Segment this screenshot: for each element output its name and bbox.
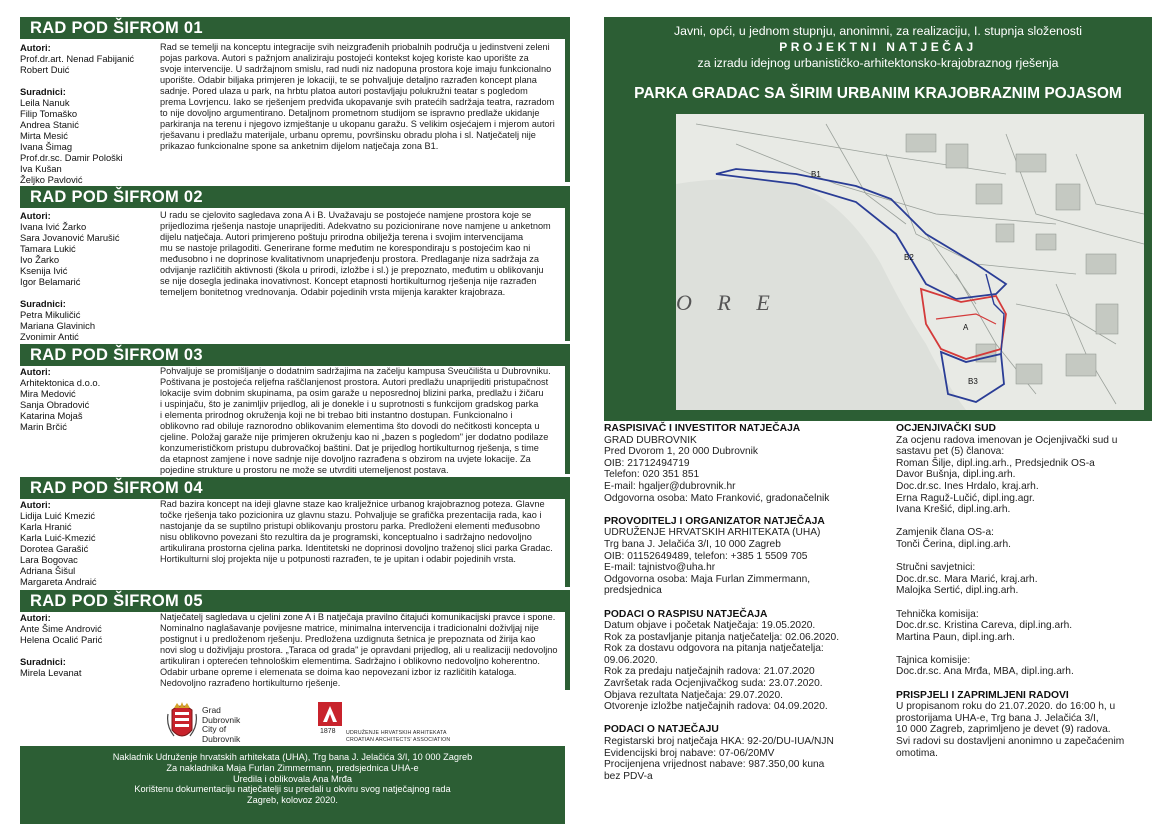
dubrovnik-coat-of-arms-logo [166,700,198,744]
spacer [896,597,1156,609]
spacer [896,516,1156,528]
section-divider [565,17,570,182]
info-line: Zamjenik člana OS-a: [896,527,994,539]
description-line: oblikovno rad obiluje raznorodno oblikovanim elementima što dovodi do nečitkosti koncepta u [160,421,540,432]
person-name: Karla Hranić [20,521,72,532]
description-line: Natječatelj sagledava u cjelini zone A i B natječaja pravilno čitajući komunikacijski pravce i spone. [160,612,556,622]
description-line: prijedlozima rješenja nastoje unaprijediti. Adekvatno su pozicionirane nove namjene u anketnom [160,221,551,232]
person-name: Petra Mikuličić [20,309,81,320]
description-line: nisu oblikovno povezani što rezultira da je programski, konceptualno i sadržajno nedovoljno [160,532,532,543]
person-name: Marin Brčić [20,421,67,432]
description-line: svoje intervencije. U sadržajnom smislu, rad nudi niz nadopuna prostora koje imaju funkcionalno [160,64,552,75]
description-line: novi slog u doživljaju prostora. „Taraca od grada" je opravdani prijedlog, ali u realizaciji nedovoljno [160,645,558,656]
info-line: Rok za dostavu odgovora na pitanja natječatelja: [604,643,824,655]
description-line: pojedine strukture u prostoru ne može se utvrditi utemeljenost postava. [160,465,449,476]
description-line: Rad bazira koncept na ideji glavne staze kao kralježnice urbanog krajobraznog poteza. Glavne [160,499,545,509]
dubrovnik-logo-text: Grad Dubrovnik City of Dubrovnik [202,705,241,744]
section-divider [565,477,570,587]
description-line: Rad se temelji na konceptu integracije svih neizgrađenih priobalnih područja u jedinstveni zeleni [160,42,550,52]
spacer [896,643,1156,655]
spacer [604,713,894,725]
info-line: Malojka Sertić, dipl.ing.arh. [896,585,1019,597]
person-name: Leila Nanuk [20,97,70,108]
description-line: konzumerističkom pristupu dubrovačkoj baštini. Dat je prijedlog hortikulturnog rješenja, s time [160,443,539,454]
person-name: Tamara Lukić [20,243,76,254]
info-heading: PRISPJELI I ZAPRIMLJENI RADOVI [896,689,1069,701]
info-line: Rok za postavljanje pitanja natječatelja: 02.06.2020. [604,631,840,643]
person-name: Iva Kušan [20,163,62,174]
person-name: Zvonimir Antić [20,331,79,342]
person-name: Dorotea Garašić [20,543,89,554]
person-name: Željko Pavlović [20,174,83,185]
info-line: E-mail: hgaljer@dubrovnik.hr [604,480,736,492]
description-line: Pohvaljuje se promišljanje o dodatnim sadržajima na začelju kampusa Sveučilišta u Dubrovniku. [160,366,551,376]
person-name: Margareta Andraić [20,576,97,587]
person-name: Mirela Levanat [20,667,82,678]
person-name: Sanja Obradović [20,399,90,410]
description-line: to nije dovoljno argumentirano. Detaljnom prometnom studijom se ispravno predlaže ukidanje [160,108,540,119]
section-05-names [20,612,160,678]
site-map [676,114,1144,410]
competition-title: PARKA GRADAC SA ŠIRIM URBANIM KRAJOBRAZNIM POJASOM [634,85,1122,102]
info-line: Datum objave i početak Natječaja: 19.05.2020. [604,620,816,632]
info-line: Otvorenje izložbe natječajnih radova: 04.09.2020. [604,701,828,713]
description-line: U radu se cjelovito sagledava zona A i B. Uvažavaju se postojeće namjene prostora koje se [160,210,532,220]
role-label: Suradnici: [20,86,66,97]
section-03-names [20,366,160,432]
description-line: pojas parkova. Autori s pažnjom analiziraju postojeći kontekst kojeg koriste kao uporište za [160,53,529,64]
person-name: Prof.dr.art. Nenad Fabijanić [20,53,135,64]
description-line: artikulirana prostorna cjelina parka. Identitetski ne doprinosi dovoljno traženoj slici parka Gradac. [160,543,553,554]
description-line: dijelu natječaja. Autori primjereno poštuju prirodna obilježja terena i svojim intervencijama [160,232,524,243]
person-name: Arhitektonica d.o.o. [20,377,101,388]
info-line: predsjednica [604,585,662,597]
section-04-names [20,499,160,587]
person-name: Sara Jovanović Marušić [20,232,120,243]
spacer [20,645,160,656]
role-label: Autori: [20,612,51,623]
role-label: Autori: [20,499,51,510]
spacer [604,597,894,609]
role-label: Suradnici: [20,656,66,667]
description-line: se nije dosegla jedinaka inovativnost. Koncept etapnosti hortikulturnog rješenja nije razrađen [160,276,537,287]
info-line: E-mail: tajnistvo@uha.hr [604,562,716,574]
person-name: Katarina Mojaš [20,410,83,421]
colophon-footer: Nakladnik Udruženje hrvatskih arhitekata (UHA), Trg bana J. Jelačića 3/I, 10 000 Zagreb Za nakladnika Maja Furlan Zimmermann, predsjednica UHA-e Uredila i oblikovala Ana Mrđa Korištenu dokumentaciju natječatelji su predali u okviru svog natječajnog rada Zagreb, kolovoz 2020. [20,746,565,824]
info-line: Registarski broj natječaja HKA: 92-20/DU-IUA/NJN [604,736,834,748]
info-line: Tajnica komisije: [896,654,971,666]
person-name: Filip Tomaško [20,108,78,119]
person-name: Andrea Stanić [20,119,79,130]
info-line: Tonči Čerina, dipl.ing.arh. [896,538,1011,550]
description-line: temeljem bonitetnog vrednovanja. Odabir pojedinih vrsta mijenja karakter krajobraza. [160,287,506,298]
person-name: Prof.dr.sc. Damir Pološki [20,152,123,163]
section-divider [565,590,570,690]
person-name: Ivo Žarko [20,254,60,265]
info-line: UDRUŽENJE HRVATSKIH ARHITEKATA (UHA) [604,527,821,539]
description-line: rješavanu i predlažu materijale, urbanu opremu, površinsku obradu ploha i sl. Natječatelj nije [160,130,536,141]
person-name: Karla Luić-Kmezić [20,532,96,543]
info-line: 10 000 Zagreb, zaprimljeno je devet (9) radova. [896,724,1111,736]
info-line: Stručni savjetnici: [896,562,976,574]
info-line: Tehnička komisija: [896,608,979,620]
map-label-a: A [963,323,969,332]
person-name: Adriana Šišul [20,565,76,576]
info-line: Doc.dr.sc. Ines Hrdalo, kraj.arh. [896,480,1039,492]
info-line: Doc.dr.sc. Mara Marić, kraj.arh. [896,573,1038,585]
info-line: Telefon: 020 351 851 [604,469,700,481]
info-line: Odgovorna osoba: Mato Franković, gradonačelnik [604,492,830,504]
section-04-description [160,499,565,565]
info-line: Odgovorna osoba: Maja Furlan Zimmermann, [604,573,811,585]
section-01-header: RAD POD ŠIFROM 01 [20,17,565,39]
competition-type: Javni, opći, u jednom stupnju, anonimni, za realizaciju, I. stupnja složenosti [673,24,1083,38]
map-label-b2: B2 [904,253,914,262]
info-line: Evidencijski broj nabave: 07-06/20MV [604,747,775,759]
person-name: Robert Duić [20,64,70,75]
uha-logo-year: 1878 [320,728,336,735]
section-01-names [20,42,160,185]
person-name: Ante Šime Andrović [20,623,102,634]
person-name: Ivana Ivić Žarko [20,221,87,232]
person-name: Lara Bogovac [20,554,78,565]
info-line: OIB: 21712494719 [604,457,690,469]
person-name: Lidija Luić Kmezić [20,510,96,521]
person-name: Mariana Glavinich [20,320,96,331]
description-line: Odabir urbane opreme i elemenata se doima kao nepovezani izbor iz različitih kataloga. [160,667,517,678]
description-line: točke rješenja tako pozicionira uz glavnu stazu. Pohvaljuje se grafička prezentacija rada, kao i [160,510,542,521]
person-name: Mirta Mesić [20,130,68,141]
description-line: parkiranja na terenu i njegovo izmještanje u ukopanu garažu. S velikim osjećajem i mjerom autori [160,119,555,130]
section-03-header: RAD POD ŠIFROM 03 [20,344,565,366]
competition-subject: za izradu idejnog urbanističko-arhitektonsko-krajobraznog rješenja [697,56,1059,70]
info-line: Procijenjena vrijednost nabave: 987.350,00 kuna [604,759,825,771]
site-map-drawing [676,114,1144,410]
description-line: međusobno i ne doprinose kvalitativnom unaprjeđenju prostora. Predlaganje niza sadržaja za [160,254,539,265]
person-name: Igor Belamarić [20,276,81,287]
section-03-description [160,366,565,476]
description-line: lokacije svim dobnim skupinama, pa osim garaže u neposrednoj blizini parka, predlažu i žičaru [160,388,544,399]
description-line: mu se nastoje prilagoditi. Generirane forme međutim ne korespondiraju s postojećim kao ni [160,243,531,254]
description-line: Poštivana je postojeća reljefna raščlanjenost prostora. Autori predlažu unaprijediti pristupačnost [160,377,549,388]
competition-label: PROJEKTNI NATJEČAJ [779,40,977,54]
section-01-description [160,42,565,152]
info-line: Martina Paun, dipl.ing.arh. [896,631,1015,643]
description-line: da etapnost zamjene i nove sadnje nije dovoljno razrađena s obzirom na uvjete lokacije. Za [160,454,531,465]
description-line: prikazao funkcionalne spone sa anketnim dijelom natječaja zona B1. [160,141,439,152]
section-02-names [20,210,160,342]
spacer [604,504,894,516]
info-heading: PROVODITELJ I ORGANIZATOR NATJEČAJA [604,515,825,527]
info-line: Za ocjenu radova imenovan je Ocjenjivački sud u [896,434,1118,446]
info-line: Davor Bušnja, dipl.ing.arh. [896,469,1016,481]
left-column [0,0,570,827]
info-line: Pred Dvorom 1, 20 000 Dubrovnik [604,446,759,458]
section-02-description [160,210,565,298]
spacer [896,678,1156,690]
uha-logo [318,702,342,726]
description-line: Hortikulturni sloj projekta nije u potpunosti razrađen, te je upitan i odabir pojedinih vrsta. [160,554,516,565]
info-line: Doc.dr.sc. Kristina Careva, dipl.ing.arh. [896,620,1073,632]
info-line: Svi radovi su dostavljeni anonimno u zapečaćenim [896,736,1125,748]
uha-logo-text: UDRUŽENJE HRVATSKIH ARHITEKATA CROATIAN ARCHITECTS' ASSOCIATION [346,730,451,743]
role-label: Autori: [20,366,51,377]
info-line: Erna Raguž-Lučić, dipl.ing.agr. [896,492,1035,504]
description-line: cjeline. Položaj garaže nije primjeren okruženju kao ni „bazen s pogledom" jer dodatno podilaze [160,432,549,443]
description-line: prema Lovrjencu. Iako se rješenjem predviđa ukopavanje svih pratećih sadržaja teatra, razradom [160,97,555,108]
description-line: odvijanje različitih aktivnosti (škola u prirodi, izložbe i sl.) je prepoznato, međutim u oblikovanju [160,265,544,276]
info-line: Objava rezultata Natječaja: 29.07.2020. [604,689,783,701]
role-label: Suradnici: [20,298,66,309]
info-heading: PODACI O RASPISU NATJEČAJA [604,608,768,620]
map-label-b1: B1 [811,170,821,179]
person-name: Ksenija Ivić [20,265,68,276]
info-column-2 [896,423,1156,759]
info-column-1 [604,423,894,782]
role-label: Autori: [20,210,51,221]
info-line: 09.06.2020. [604,654,658,666]
info-line: Doc.dr.sc. Ana Mrđa, MBA, dipl.ing.arh. [896,666,1074,678]
description-line: postignut i u predloženom rješenju. Predložena uzdignuta šetnica je prepoznata od žirija kao [160,634,536,645]
description-line: Nominalno naglašavanje povijesne matrice, minimalna intervencija i tradicionalni doživljaj nije [160,623,539,634]
info-line: U propisanom roku do 21.07.2020. do 16:00 h, u [896,701,1116,713]
description-line: sadnje. Pored ulaza u park, na hrbtu platoa autori postavljaju polukružni teatar s pogledom [160,86,528,97]
role-label: Autori: [20,42,51,53]
description-line: i uspinjaču, što je zanimljiv prijedlog, ali je donekle i u suprotnosti s funkcijom gradskog parka [160,399,539,410]
spacer [20,287,160,298]
description-line: i elementa prirodnog okruženja koji ne bi trebao biti instantno dostupan. Funkcionalno i [160,410,513,421]
section-divider [565,344,570,474]
info-line: Trg bana J. Jelačića 3/I, 10 000 Zagreb [604,538,781,550]
info-line: omotima. [896,747,938,759]
section-05-header: RAD POD ŠIFROM 05 [20,590,565,612]
info-line: Ivana Krešić, dipl.ing.arh. [896,504,1011,516]
section-02-header: RAD POD ŠIFROM 02 [20,186,565,208]
description-line: uporište. Odabir biljaka primjeren je lokaciji, te se pohvaljuje detaljno razrađen koncept plana [160,75,537,86]
description-line: artikuliran i opterećen tehnološkim elementima. Sadržajno i oblikovno nedovoljno koherentno. [160,656,540,667]
person-name: Helena Ocalić Parić [20,634,103,645]
section-05-description [160,612,565,689]
map-label-b3: B3 [968,377,978,386]
section-04-header: RAD POD ŠIFROM 04 [20,477,565,499]
section-divider [565,186,570,341]
info-line: Završetak rada Ocjenjivačkog suda: 23.07.2020. [604,678,823,690]
info-line: prostorijama UHA-e, Trg bana J. Jelačića 3/I, [896,712,1099,724]
info-line: sastavu pet (5) članova: [896,446,1005,458]
spacer [20,75,160,86]
info-line: bez PDV-a [604,770,653,782]
info-heading: RASPISIVAČ I INVESTITOR NATJEČAJA [604,423,801,434]
spacer [896,551,1156,563]
person-name: Mira Medović [20,388,76,399]
info-line: Rok za predaju natječajnih radova: 21.07.2020 [604,666,815,678]
info-heading: OCJENJIVAČKI SUD [896,423,996,434]
info-line: GRAD DUBROVNIK [604,434,697,446]
info-line: OIB: 01152649489, telefon: +385 1 5509 705 [604,550,808,562]
info-line: Roman Šilje, dipl.ing.arh., Predsjednik OS-a [896,457,1095,469]
info-heading: PODACI O NATJEČAJU [604,724,719,736]
map-label-sea: O R E [676,290,780,315]
person-name: Ivana Šimag [20,141,73,152]
description-line: Nedovoljno razrađeno hortikulturno rješenje. [160,678,341,689]
description-line: nastojanje da se suptilno pristupi oblikovanju prostoru parka. Predloženi elementi međusobno [160,521,540,532]
